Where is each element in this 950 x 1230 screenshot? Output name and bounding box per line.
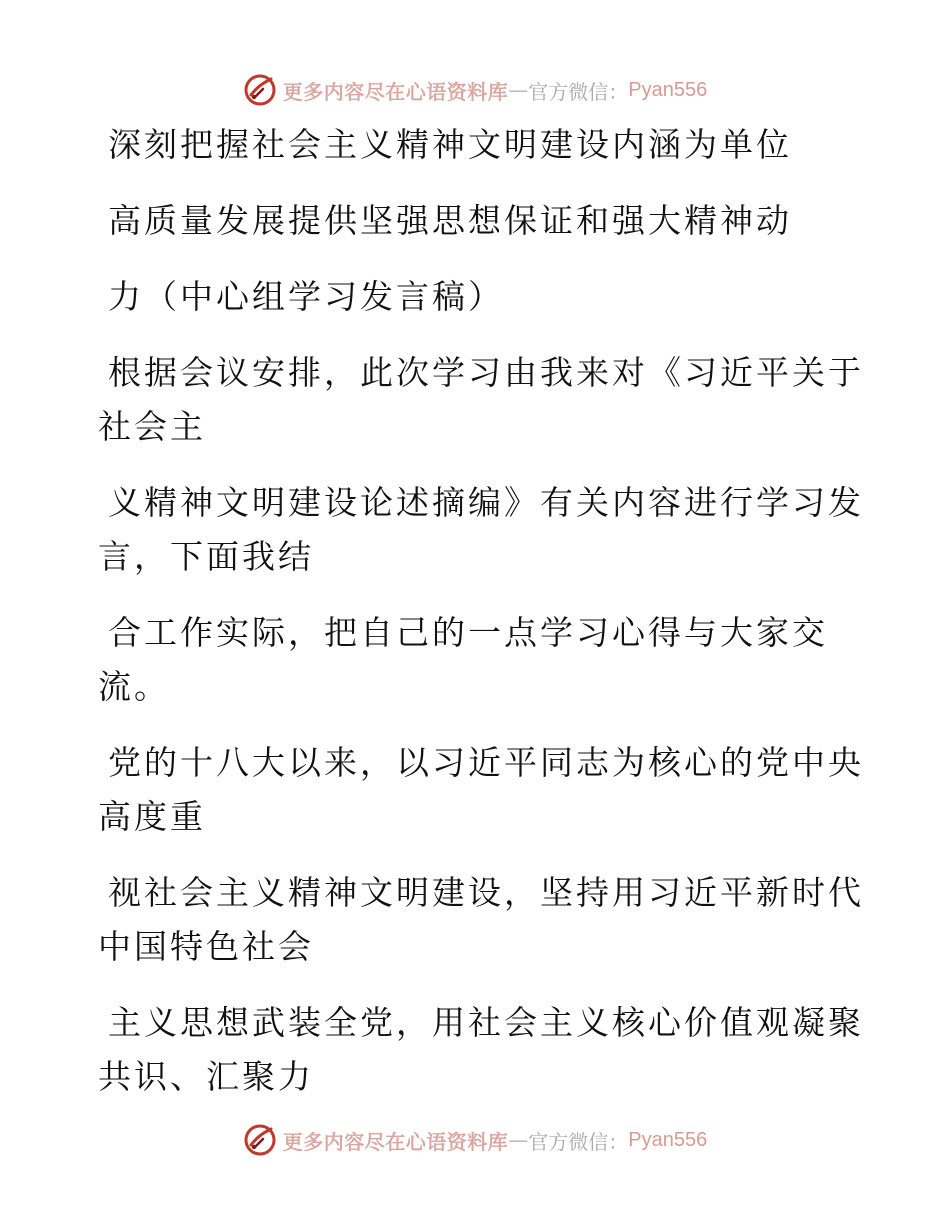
paragraph-3-line-2: 流。 <box>98 667 170 706</box>
paragraph-2-line-1: 义精神文明建设论述摘编》有关内容进行学习发 <box>108 483 864 522</box>
pen-logo-icon <box>243 1123 277 1157</box>
document-title-line-2: 高质量发展提供坚强思想保证和强大精神动 <box>108 201 792 240</box>
watermark-wechat-label: 官方微信： <box>528 79 629 104</box>
paragraph-3-line-1: 合工作实际，把自己的一点学习心得与大家交 <box>108 613 828 652</box>
paragraph-1-line-1: 根据会议安排，此次学习由我来对《习近平关于 <box>108 353 864 392</box>
watermark-separator: — <box>508 78 529 102</box>
paragraph-1-line-2: 社会主 <box>98 407 206 446</box>
paragraph-4-line-2: 高度重 <box>98 797 206 836</box>
paragraph-6-line-1: 主义思想武装全党，用社会主义核心价值观凝聚 <box>108 1003 864 1042</box>
watermark-wechat-id: Pyan556 <box>628 78 708 101</box>
pen-logo-icon <box>243 73 277 107</box>
paragraph-5-line-1: 视社会主义精神文明建设，坚持用习近平新时代 <box>108 873 864 912</box>
footer-watermark <box>0 1120 950 1160</box>
paragraph-6-line-2: 共识、汇聚力 <box>98 1057 314 1096</box>
watermark-wechat-label: 官方微信： <box>528 1129 629 1154</box>
watermark-title: 更多内容尽在心语资料库 <box>282 79 509 104</box>
watermark-wechat-id: Pyan556 <box>628 1128 708 1151</box>
watermark-separator: — <box>508 1128 529 1152</box>
document-body <box>98 118 864 1104</box>
paragraph-2-line-2: 言，下面我结 <box>98 537 314 576</box>
paragraph-5-line-2: 中国特色社会 <box>98 927 314 966</box>
header-watermark <box>0 70 950 110</box>
document-title-line-3: 力（中心组学习发言稿） <box>108 277 504 316</box>
watermark-title: 更多内容尽在心语资料库 <box>282 1129 509 1154</box>
paragraph-4-line-1: 党的十八大以来，以习近平同志为核心的党中央 <box>108 743 864 782</box>
document-title-line-1: 深刻把握社会主义精神文明建设内涵为单位 <box>108 125 792 164</box>
